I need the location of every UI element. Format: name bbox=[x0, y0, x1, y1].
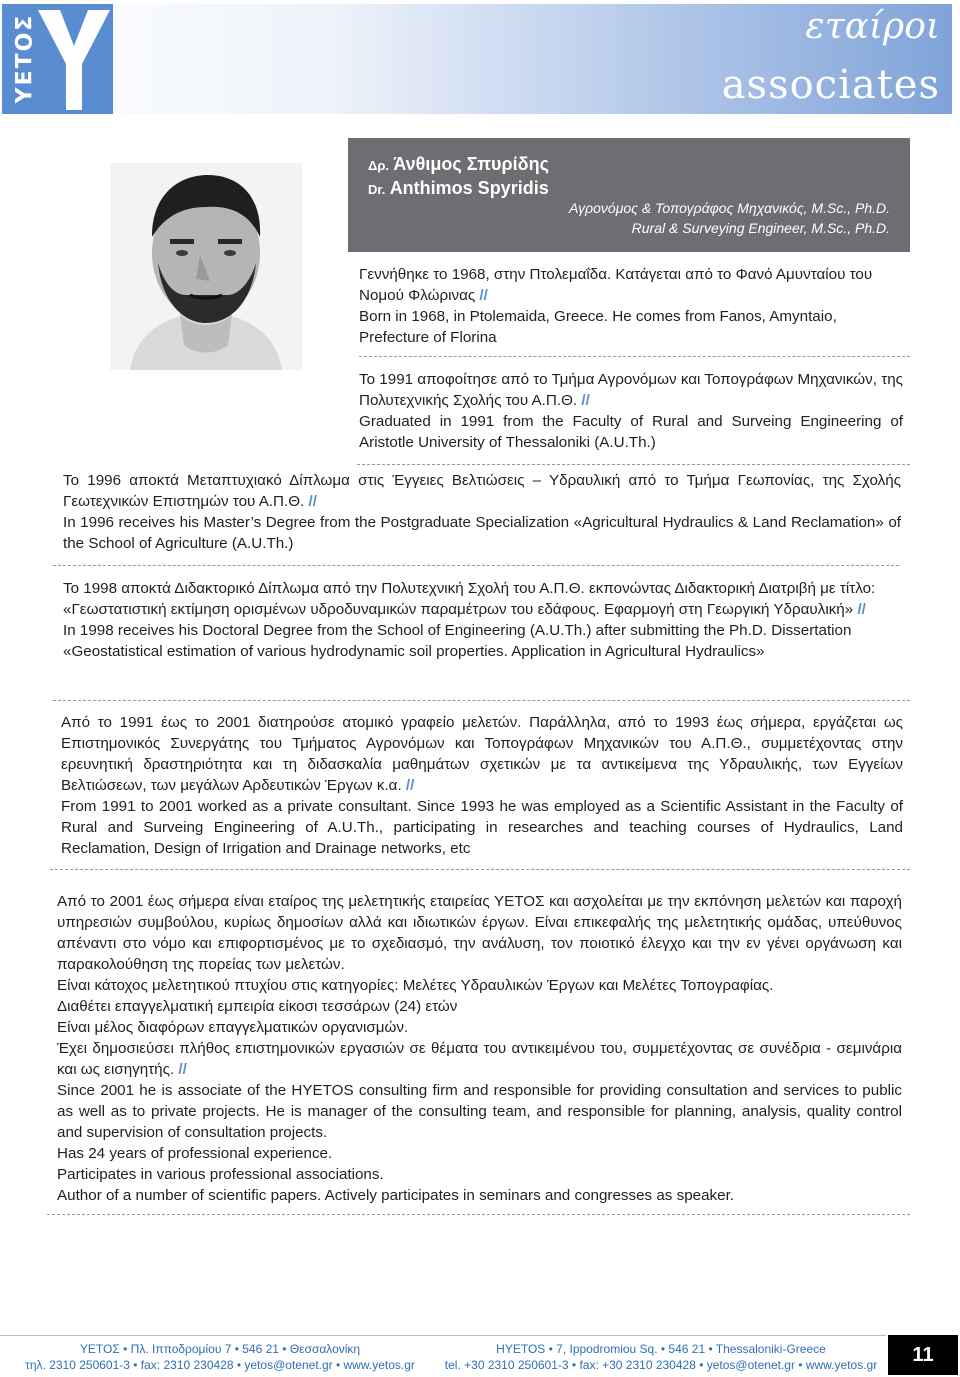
separator: // bbox=[581, 392, 590, 409]
separator: // bbox=[857, 601, 866, 618]
divider bbox=[357, 464, 910, 465]
masters-greek: Το 1996 αποκτά Μεταπτυχιακό Δίπλωμα στις Έγγειες Βελτιώσεις – Υδραυλική από το Τμήμα Γεωπονίας, της Σχολής Γεωτεχνικών Επιστημών του Α.Π.Θ. bbox=[63, 472, 901, 510]
name-greek-line bbox=[368, 154, 549, 175]
logo-text: ΥΕΤΟΣ bbox=[12, 13, 38, 104]
associate-english-3: Participates in various professional associations. bbox=[57, 1166, 384, 1183]
divider bbox=[53, 700, 910, 701]
footer-greek-address: ΥΕΤΟΣ • Πλ. Ιπποδρομίου 7 • 546 21 • Θεσσαλονίκη bbox=[79, 1342, 361, 1356]
name-english: Anthimos Spyridis bbox=[389, 178, 549, 198]
associate-greek-2: Είναι κάτοχος μελετητικού πτυχίου στις κατηγορίες: Μελέτες Υδραυλικών Έργων και Μελέτες Τοπογραφίας. bbox=[57, 977, 774, 994]
associate-english-4: Author of a number of scientific papers. Actively participates in seminars and congresses as speaker. bbox=[57, 1187, 735, 1204]
name-greek: Άνθιμος Σπυρίδης bbox=[393, 154, 549, 174]
header-title-english: associates bbox=[721, 62, 940, 108]
portrait-photo bbox=[110, 163, 302, 370]
associate-greek-5: Έχει δημοσιεύσει πλήθος επιστημονικών εργασιών σε θέματα του αντικειμένου του, συμμετέχοντας σε συνέδρια - σεμινάρια και ως εισηγητής. bbox=[57, 1040, 902, 1078]
divider bbox=[50, 869, 910, 870]
associate-greek-3: Διαθέτει επαγγελματική εμπειρία είκοσι τεσσάρων (24) ετών bbox=[57, 998, 458, 1015]
footer-greek-phone: τηλ. 2310 250601-3 • fax: 2310 230428 • yetos@otenet.gr • www.yetos.gr bbox=[25, 1358, 415, 1372]
page-footer bbox=[0, 1335, 960, 1377]
graduation-english: Graduated in 1991 from the Faculty of Rural and Surveing Engineering of Aristotle University of Thessaloniki (A.U.Th.) bbox=[359, 413, 903, 451]
divider bbox=[53, 565, 899, 566]
associate-greek-4: Είναι μέλος διαφόρων επαγγελματικών οργανισμών. bbox=[57, 1019, 409, 1036]
associate-english-1: Since 2001 he is associate of the HYETOS consulting firm and responsible for providing consultation and services to public as well as to private projects. He is manager of the consulting team, and responsible for planning, analysis, quality control and supervision of consultation projects. bbox=[57, 1082, 902, 1141]
header-title-greek: εταίροι bbox=[805, 6, 940, 47]
y-letter-icon bbox=[36, 8, 112, 112]
name-english-line bbox=[368, 178, 549, 199]
divider bbox=[47, 1214, 910, 1215]
footer-english-contact bbox=[438, 1341, 884, 1373]
associate-paragraph bbox=[57, 891, 902, 1206]
yetos-logo bbox=[2, 4, 113, 114]
phd-paragraph bbox=[63, 578, 909, 662]
phd-english: In 1998 receives his Doctoral Degree from the School of Engineering (A.U.Th.) after submitting the Ph.D. Dissertation «Geostatistical estimation of various hydrodynamic soil properties. Application in Agricultural Hydraulics» bbox=[63, 622, 852, 660]
page-header bbox=[0, 0, 960, 118]
birth-greek: Γεννήθηκε το 1968, στην Πτολεμαΐδα. Κατάγεται από το Φανό Αμυνταίου του Νομού Φλώρινας bbox=[359, 266, 873, 304]
footer-rule bbox=[0, 1335, 886, 1336]
birth-english: Born in 1968, in Ptolemaida, Greece. He comes from Fanos, Amyntaio, Prefecture of Florina bbox=[359, 308, 837, 346]
footer-english-address: HYETOS • 7, Ippodromiou Sq. • 546 21 • Thessaloniki-Greece bbox=[496, 1342, 826, 1356]
birth-paragraph bbox=[359, 264, 907, 348]
associate-english-2: Has 24 years of professional experience. bbox=[57, 1145, 333, 1162]
separator: // bbox=[479, 287, 488, 304]
phd-greek: Το 1998 αποκτά Διδακτορικό Δίπλωμα από την Πολυτεχνική Σχολή του Α.Π.Θ. εκπονώντας Διδακτορική Διατριβή με τίτλο: «Γεωστατιστική εκτίμηση ορισμένων υδροδυναμικών παραμέτρων του εδάφους. Εφαρμογή στη Γεωργική Υδραυλική» bbox=[63, 580, 876, 618]
role-english: Rural & Surveying Engineer, M.Sc., Ph.D. bbox=[631, 220, 890, 236]
role-greek: Αγρονόμος & Τοπογράφος Μηχανικός, M.Sc., Ph.D. bbox=[569, 200, 890, 216]
name-box bbox=[348, 138, 910, 252]
graduation-greek: Το 1991 αποφοίτησε από το Τμήμα Αγρονόμων και Τοπογράφων Μηχανικών, της Πολυτεχνικής Σχολής του Α.Π.Θ. bbox=[359, 371, 903, 409]
work-paragraph bbox=[61, 712, 903, 859]
masters-english: In 1996 receives his Master’s Degree from the Postgraduate Specialization «Agricultural Hydraulics & Land Reclamation» of the School of Agriculture (A.U.Th.) bbox=[63, 514, 901, 552]
graduation-paragraph bbox=[359, 369, 903, 453]
work-english: From 1991 to 2001 worked as a private consultant. Since 1993 he was employed as a Scientific Assistant in the Faculty of Rural and Surveing Engineering of A.U.Th., participating in researches and teaching courses of Hydraulics, Land Reclamation, Design of Irrigation and Drainage networks, etc bbox=[61, 798, 903, 857]
footer-greek-contact bbox=[20, 1341, 420, 1373]
prefix-greek: Δρ. bbox=[368, 158, 389, 173]
work-greek: Από το 1991 έως το 2001 διατηρούσε ατομικό γραφείο μελετών. Παράλληλα, από το 1993 έως σήμερα, εργάζεται ως Επιστημονικός Συνεργάτης του Τμήματος Αγρονόμων και Τοπογράφων Μηχανικών του Α.Π.Θ., συμμετέχοντας στην ερευνητική δραστηριότητα και τη διδασκαλία μαθημάτων σχετικών με τα αντικείμενα της Υδραυλικής, των Εγγείων Βελτιώσεων, των μεγάλων Αρδευτικών Έργων κ.α. bbox=[61, 714, 903, 794]
page-number: 11 bbox=[888, 1335, 958, 1375]
separator: // bbox=[308, 493, 317, 510]
separator: // bbox=[178, 1061, 187, 1078]
footer-english-phone: tel. +30 2310 250601-3 • fax: +30 2310 230428 • yetos@otenet.gr • www.yetos.gr bbox=[444, 1358, 878, 1372]
portrait-illustration bbox=[110, 163, 302, 370]
divider bbox=[359, 356, 910, 357]
prefix-english: Dr. bbox=[368, 182, 386, 197]
masters-paragraph bbox=[63, 470, 901, 554]
separator: // bbox=[405, 777, 415, 794]
associate-greek-1: Από το 2001 έως σήμερα είναι εταίρος της μελετητικής εταιρείας ΥΕΤΟΣ και ασχολείται με την εκπόνηση μελετών και παροχή υπηρεσιών συμβούλου, κυρίως δημοσίων αλλά και ιδιωτικών έργων. Είναι επικεφαλής της μελετητικής ομάδας, υπεύθυνος απέναντι στο νόμο και επιφορτισμένος με το σχεδιασμό, την ανάλυση, τον ποιοτικό έλεγχο και την εν γένει οργάνωση και παρακολούθηση της πορείας των μελετών. bbox=[57, 893, 902, 973]
